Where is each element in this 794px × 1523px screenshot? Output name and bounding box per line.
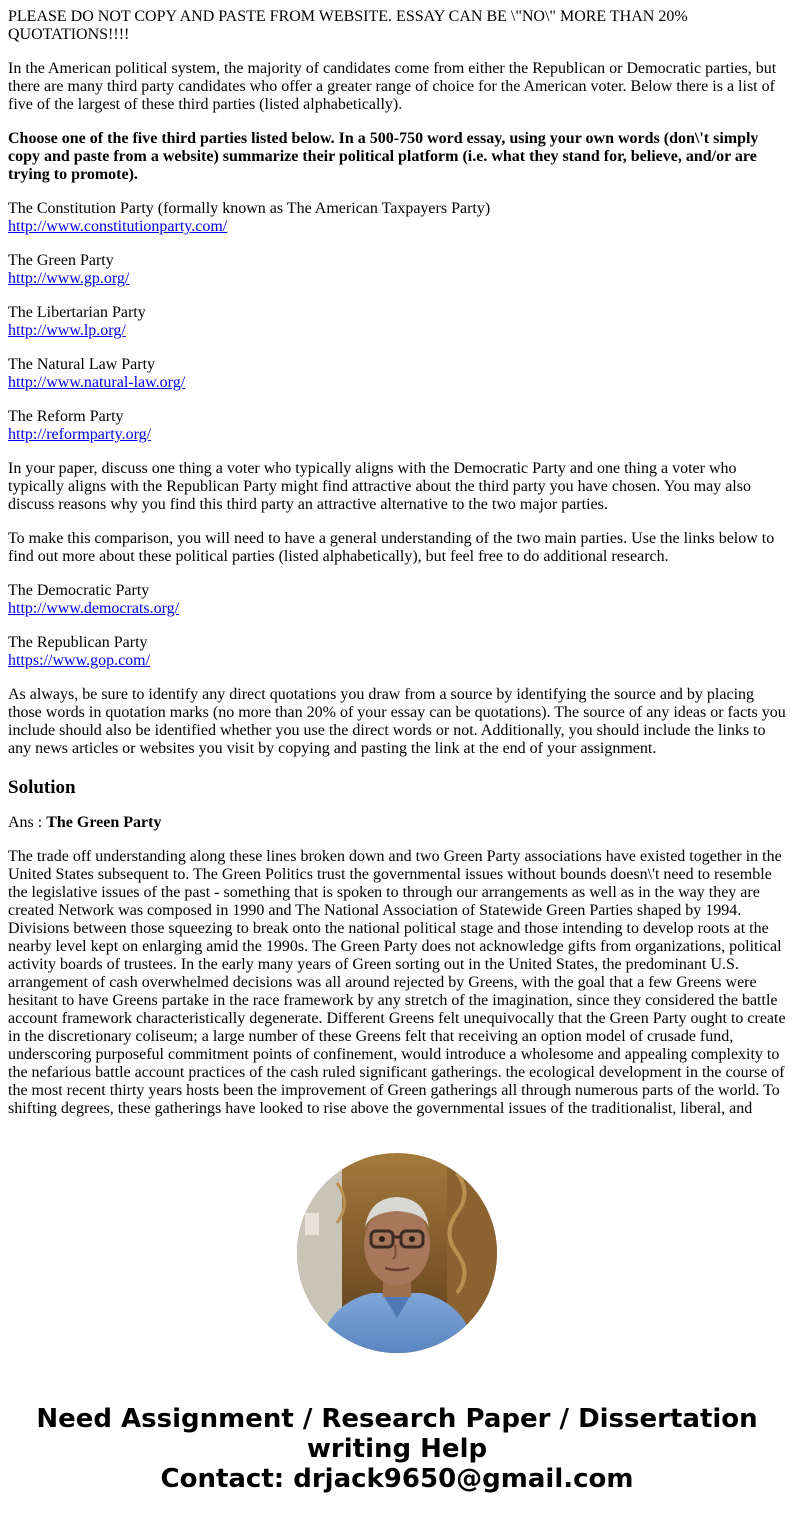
solution-heading: Solution: [8, 777, 76, 798]
third-party-item: [8, 200, 786, 236]
party-link[interactable]: http://www.natural-law.org/: [8, 374, 186, 391]
party-name: The Green Party: [8, 252, 114, 269]
main-party-item: [8, 634, 786, 670]
footer-line: Need Assignment / Research Paper / Dissertation: [36, 1404, 758, 1434]
contact-email: Contact: drjack9650@gmail.com: [160, 1464, 634, 1494]
answer-title: The Green Party: [46, 814, 162, 831]
party-name: The Libertarian Party: [8, 304, 146, 321]
third-party-item: [8, 304, 786, 340]
contact-footer: [0, 1404, 794, 1494]
party-name: The Natural Law Party: [8, 356, 156, 373]
answer-body: The trade off understanding along these lines broken down and two Green Party associations have existed together in the United States subsequent to. The Green Politics trust the governmental issues without bounds doesn\'t need to resemble the legislative issues of the past - something that is spoken to through our arrangements as well as in the way they are created Network was composed in 1990 and The National Association of Statewide Green Parties shaped by 1994. Divisions between those squeezing to break onto the national political stage and those intending to develop roots at the nearby level kept on enlarging amid the 1990s. The Green Party does not acknowledge gifts from organizations, political activity boards of trustees. In the early many years of Green sorting out in the United States, the predominant U.S. arrangement of cash overwhelmed decisions was all around rejected by Greens, with the goal that a few Greens were hesitant to have Greens partake in the race framework by any stretch of the imagination, since they considered the battle account framework characteristically degenerate. Different Greens felt unequivocally that the Green Party ought to create in the discretionary coliseum; a large number of these Greens felt that receiving an option model of crusade fund, underscoring purposeful commitment points of confinement, would introduce a wholesome and appealing complexity to the nefarious battle account practices of the cash ruled significant gatherings. the ecological development in the course of the most recent thirty years hosts been the improvement of Green gatherings all through numerous parts of the world. To shifting degrees, these gatherings have looked to rise above the governmental issues of the traditionalist, liberal, and: [8, 848, 786, 1117]
intro-paragraph: In the American political system, the majority of candidates come from either the Republican or Democratic parties, but there are many third party candidates who offer a greater range of choice for the American voter. Below there is a list of five of the largest of these third parties (listed alphabetically).: [8, 60, 777, 113]
party-link[interactable]: https://www.gop.com/: [8, 652, 151, 669]
party-link[interactable]: http://www.constitutionparty.com/: [8, 218, 228, 235]
answer-prefix: Ans :: [8, 814, 47, 831]
main-party-item: [8, 582, 786, 618]
party-link[interactable]: http://www.democrats.org/: [8, 600, 180, 617]
avatar: [297, 1153, 497, 1353]
answer-line: [8, 814, 786, 832]
warning-text: PLEASE DO NOT COPY AND PASTE FROM WEBSITE. ESSAY CAN BE \"NO\" MORE THAN 20% QUOTATIONS!!!!: [8, 8, 688, 43]
party-name: The Constitution Party (formally known as The American Taxpayers Party): [8, 200, 491, 217]
discussion-paragraph: In your paper, discuss one thing a voter who typically aligns with the Democratic Party and one thing a voter who typically aligns with the Republican Party might find attractive about the third party you have chosen. You may also discuss reasons why you find this third party an attractive alternative to the two major parties.: [8, 460, 751, 513]
party-name: The Republican Party: [8, 634, 148, 651]
party-link[interactable]: http://reformparty.org/: [8, 426, 152, 443]
party-name: The Reform Party: [8, 408, 124, 425]
instruction-paragraph: Choose one of the five third parties listed below. In a 500-750 word essay, using your own words (don\'t simply copy and paste from a website) summarize their political platform (i.e. what they stand for, believe, and/or are trying to promote).: [8, 130, 759, 183]
third-party-item: [8, 356, 786, 392]
third-party-item: [8, 252, 786, 288]
comparison-paragraph: To make this comparison, you will need to have a general understanding of the two main parties. Use the links below to find out more about these political parties (listed alphabetically), but feel free to do additional research.: [8, 530, 775, 565]
tutor-portrait-image: [297, 1153, 497, 1353]
third-party-item: [8, 408, 786, 444]
footer-line: writing Help: [306, 1434, 488, 1464]
party-link[interactable]: http://www.gp.org/: [8, 270, 130, 287]
party-link[interactable]: http://www.lp.org/: [8, 322, 126, 339]
party-name: The Democratic Party: [8, 582, 150, 599]
citation-paragraph: As always, be sure to identify any direct quotations you draw from a source by identifying the source and by placing those words in quotation marks (no more than 20% of your essay can be quotations). The source of any ideas or facts you include should also be identified whether you use the direct words or not. Additionally, you should include the links to any news articles or websites you visit by copying and pasting the link at the end of your assignment.: [8, 686, 786, 757]
